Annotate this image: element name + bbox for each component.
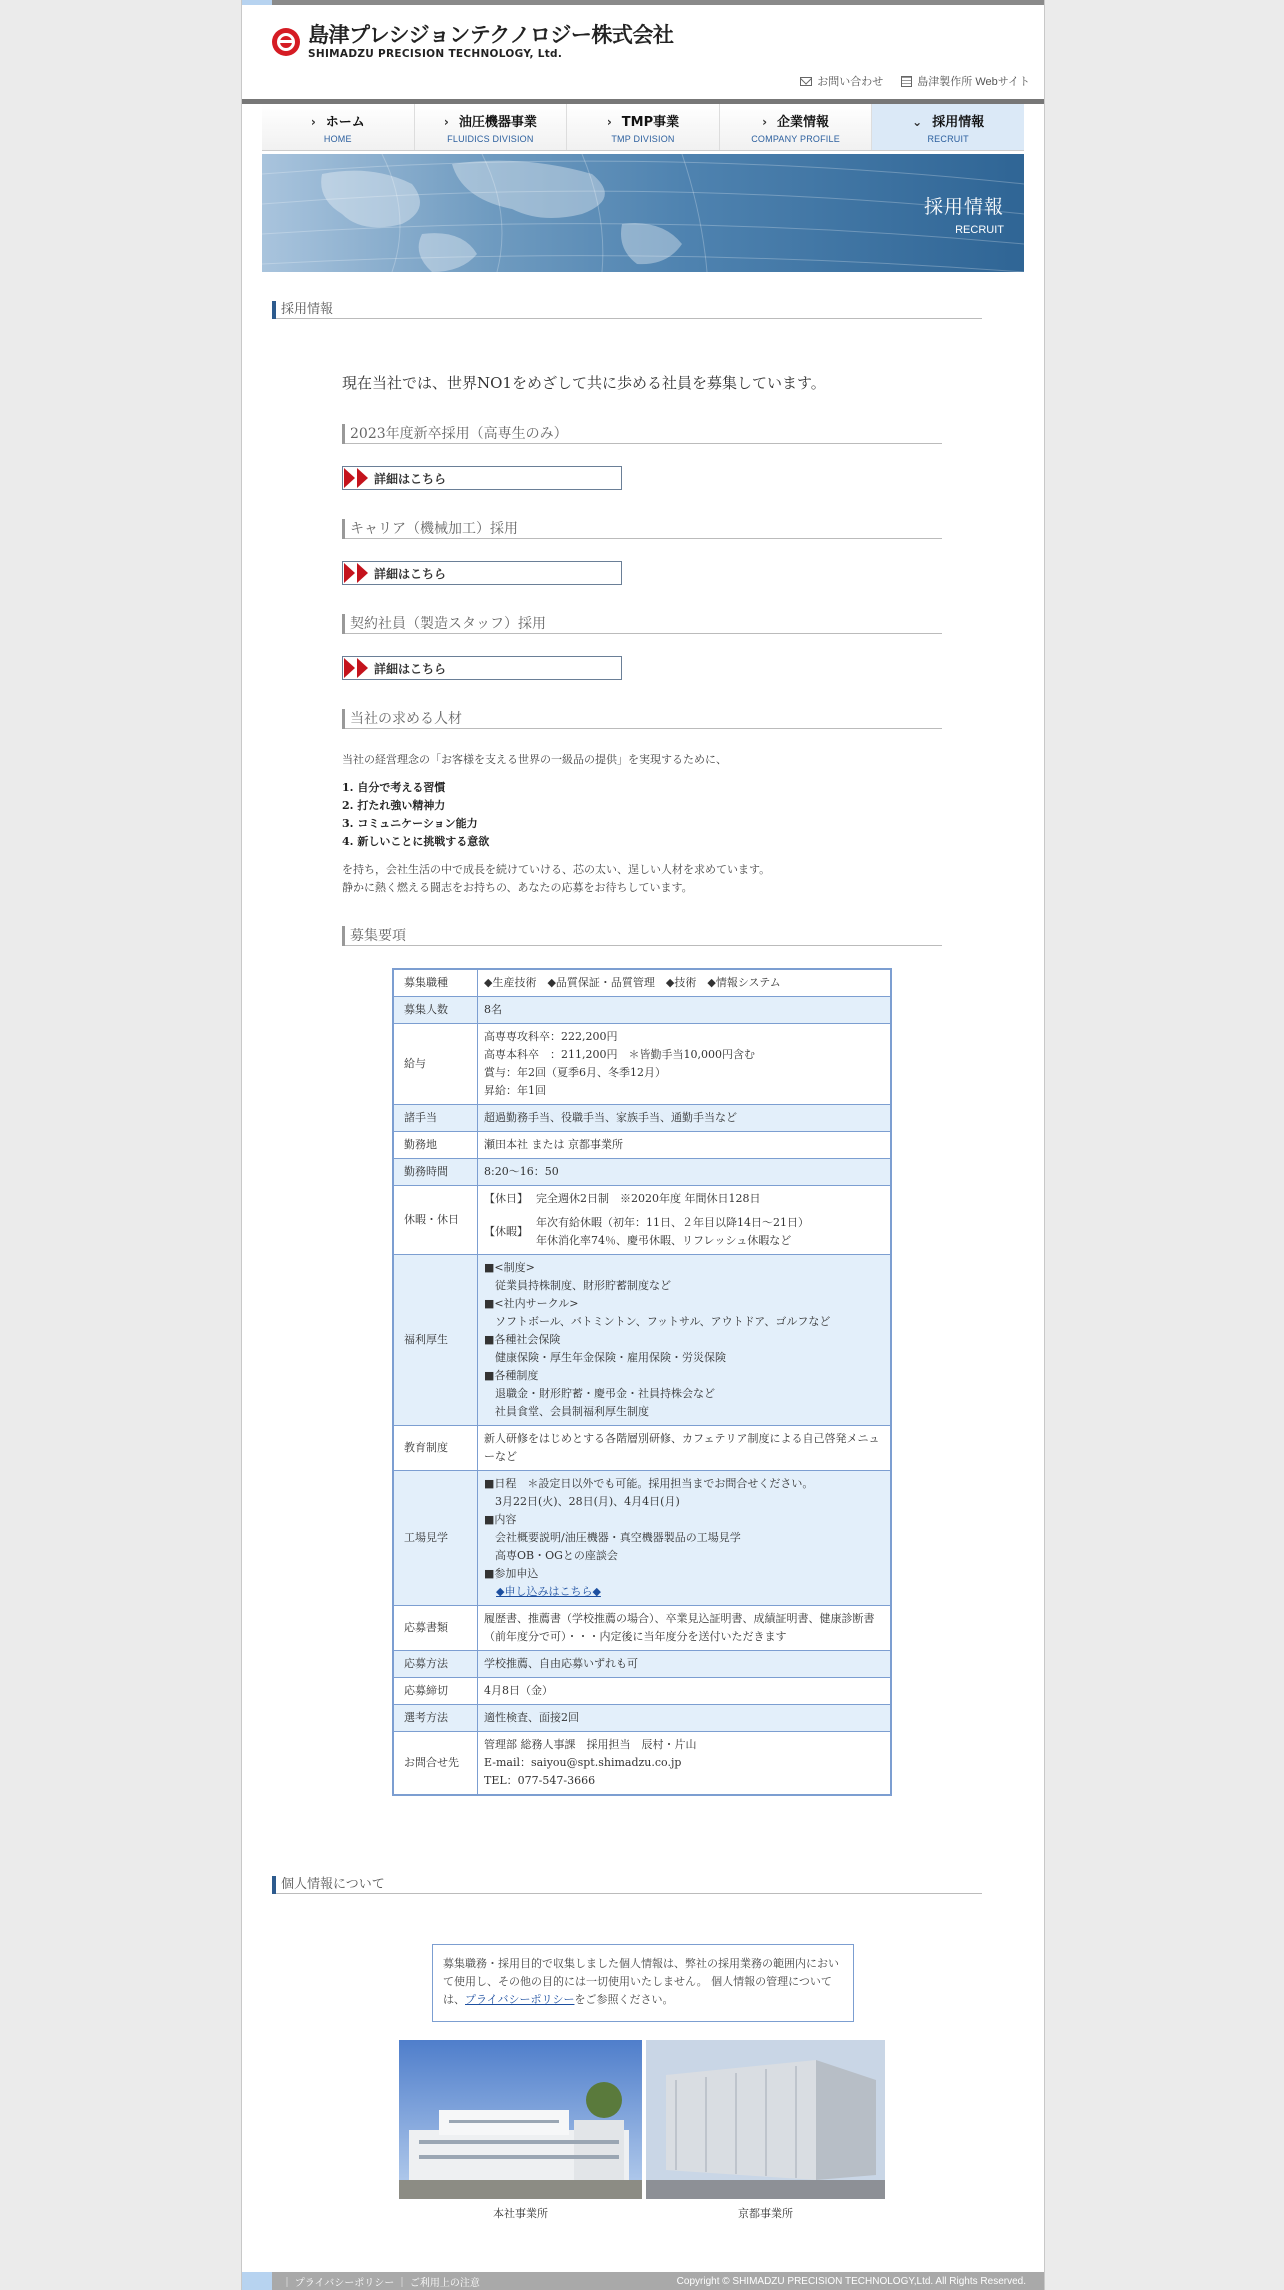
- nav-tmp[interactable]: › TMP事業 TMP DIVISION: [566, 104, 719, 150]
- table-row: 工場見学 ■日程 ＊設定日以外でも可能。採用担当までお問合せください。 3月22日(火)、28日(月)、4月4日(月) ■内容 会社概要説明/油圧機器・真空機器製品の工場見学 高専OB・OGとの座談会 ■参加申込 ◆申し込みはこちら◆: [393, 1471, 891, 1606]
- mail-icon: [800, 77, 812, 86]
- lead-text: 現在当社では、世界NO1をめざして共に歩める社員を募集しています。: [342, 374, 826, 392]
- list-item: 3. コミュニケーション能力: [342, 817, 478, 830]
- privacy-notice: 募集職務・採用目的で収集しました個人情報は、弊社の採用業務の範囲内において使用し、その他の目的には一切使用いたしません。 個人情報の管理については、プライバシーポリシーをご参照ください。: [432, 1944, 854, 2022]
- career-detail-button[interactable]: 詳細はこちら: [342, 561, 622, 585]
- table-row: 給与 高専専攻科卒：222,200円 高専本科卒 ：211,200円 ＊皆勤手当10,000円含む 賞与：年2回（夏季6月、冬季12月） 昇給：年1回: [393, 1024, 891, 1105]
- factory-tour-apply-link[interactable]: ◆申し込みはこちら◆: [496, 1585, 601, 1598]
- nav-recruit[interactable]: ⌄ 採用情報 RECRUIT: [871, 104, 1024, 150]
- nav-fluidics[interactable]: › 油圧機器事業 FLUIDICS DIVISION: [414, 104, 567, 150]
- nav-company[interactable]: › 企業情報 COMPANY PROFILE: [719, 104, 872, 150]
- new-grad-detail-button[interactable]: 詳細はこちら: [342, 466, 622, 490]
- recruit-banner: [262, 154, 1024, 272]
- heading-new-grad: 2023年度新卒採用（高専生のみ）: [342, 424, 942, 444]
- banner-subtitle: RECRUIT: [955, 224, 1004, 236]
- company-logo[interactable]: [272, 24, 673, 60]
- kyoto-office-photo: [646, 2040, 885, 2199]
- footer-links[interactable]: ｜ プライバシーポリシー ｜ ご利用上の注意: [282, 2277, 480, 2289]
- table-row: 休暇・休日 【休日】 完全週休2日制 ※2020年度 年間休日128日 【休暇】 年次有給休暇（初年：11日、２年目以降14日～21日） 年休消化率74％、慶弔休暇、リフレッシュ休暇など: [393, 1186, 891, 1255]
- table-row: お問合せ先 管理部 総務人事課 採用担当 辰村・片山 E-mail：saiyou@spt.shimadzu.co.jp TEL：077-547-3666: [393, 1732, 891, 1796]
- head-office-photo: [399, 2040, 642, 2199]
- table-row: 募集人数 8名: [393, 997, 891, 1024]
- table-row: 募集職種 ◆生産技術 ◆品質保証・品質管理 ◆技術 ◆情報システム: [393, 969, 891, 997]
- table-row: 勤務時間 8:20～16：50: [393, 1159, 891, 1186]
- contract-detail-button[interactable]: 詳細はこちら: [342, 656, 622, 680]
- global-nav: [262, 104, 1024, 151]
- heading-ideal-candidate: 当社の求める人材: [342, 709, 942, 729]
- section-heading-recruit: 採用情報: [272, 301, 982, 319]
- table-row: 選考方法 適性検査、面接2回: [393, 1705, 891, 1732]
- banner-title: 採用情報: [923, 196, 1004, 218]
- world-map-graphic: [262, 154, 1024, 272]
- table-row: 諸手当 超過勤務手当、役職手当、家族手当、通勤手当など: [393, 1105, 891, 1132]
- logo-text-jp: 島津プレシジョンテクノロジー株式会社: [308, 22, 674, 47]
- top-stripe: [242, 0, 1044, 5]
- shimadzu-logo-icon: [272, 28, 300, 56]
- photo-caption: 本社事業所: [493, 2207, 548, 2220]
- table-row: 教育制度 新人研修をはじめとする各階層別研修、カフェテリア制度による自己啓発メニューなど: [393, 1426, 891, 1471]
- table-row: 応募方法 学校推薦、自由応募いずれも可: [393, 1651, 891, 1678]
- shimadzu-site-link[interactable]: 島津製作所 Webサイト: [901, 73, 1030, 89]
- nav-home[interactable]: › ホーム HOME: [262, 104, 414, 150]
- heading-requirements: 募集要項: [342, 926, 942, 946]
- copyright: Copyright © SHIMADZU PRECISION TECHNOLOGY,Ltd. All Rights Reserved.: [676, 2275, 1026, 2287]
- table-row: 応募締切 4月8日（金）: [393, 1678, 891, 1705]
- privacy-policy-link[interactable]: プライバシーポリシー: [465, 1993, 575, 2006]
- table-row: 福利厚生 ■<制度> 従業員持株制度、財形貯蓄制度など ■<社内サークル> ソフトボール、バトミントン、フットサル、アウトドア、ゴルフなど ■各種社会保険 健康保険・厚生年金保険・雇用保険・労災保険 ■各種制度 退職金・財形貯蓄・慶弔金・社員持株会など 社員食堂、会員制福利厚生制度: [393, 1255, 891, 1426]
- list-item: 1. 自分で考える習慣: [342, 781, 446, 794]
- list-item: 4. 新しいことに挑戦する意欲: [342, 835, 490, 848]
- heading-career: キャリア（機械加工）採用: [342, 519, 942, 539]
- double-chevron-icon: [344, 563, 370, 583]
- logo-text-en: SHIMADZU PRECISION TECHNOLOGY, Ltd.: [308, 47, 563, 60]
- website-icon: [901, 76, 912, 87]
- section-heading-privacy: 個人情報について: [272, 1876, 982, 1894]
- list-item: 2. 打たれ強い精神力: [342, 799, 446, 812]
- heading-contract: 契約社員（製造スタッフ）採用: [342, 614, 942, 634]
- page-container: [241, 0, 1045, 2290]
- footer: [242, 2272, 1044, 2290]
- photo-caption: 京都事業所: [738, 2207, 793, 2220]
- double-chevron-icon: [344, 468, 370, 488]
- utility-links: [800, 73, 1030, 89]
- ideal-outro: を持ち，会社生活の中で成長を続けていける、芯の太い、逞しい人材を求めています。 静かに熱く燃える闘志をお持ちの、あなたの応募をお待ちしています。: [342, 863, 771, 894]
- ideal-list: [342, 779, 489, 851]
- requirements-table: [392, 968, 892, 1796]
- table-row: 勤務地 瀬田本社 または 京都事業所: [393, 1132, 891, 1159]
- double-chevron-icon: [344, 658, 370, 678]
- ideal-intro: 当社の経営理念の「お客様を支える世界の一級品の提供」を実現するために、: [342, 753, 727, 766]
- contact-link[interactable]: お問い合わせ: [800, 73, 883, 89]
- table-row: 応募書類 履歴書、推薦書（学校推薦の場合）、卒業見込証明書、成績証明書、健康診断書（前年度分で可）・・・内定後に当年度分を送付いただきます: [393, 1606, 891, 1651]
